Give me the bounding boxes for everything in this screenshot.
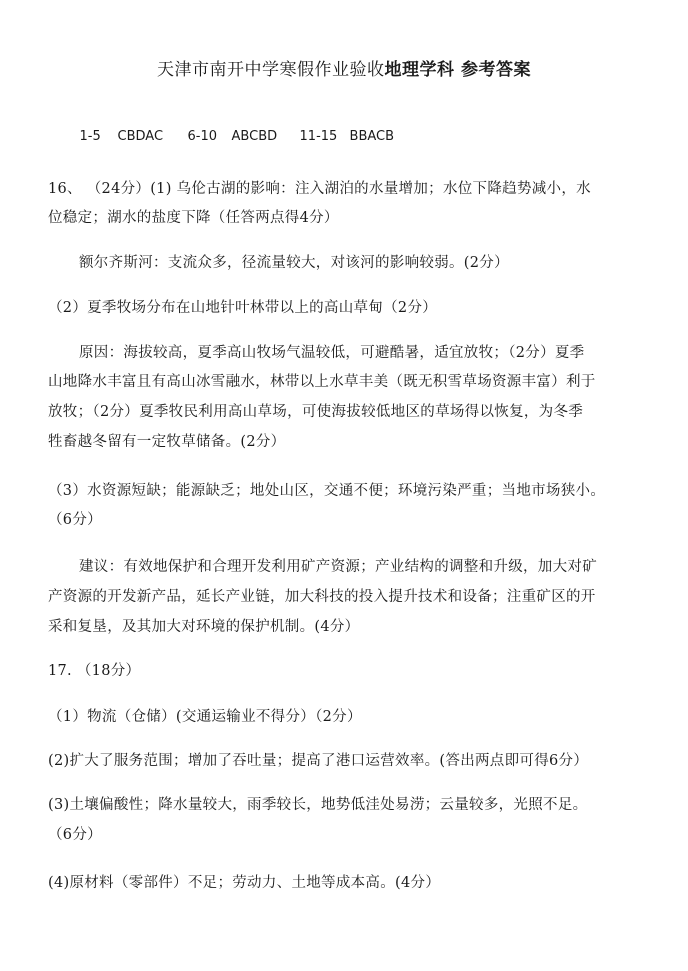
mc-answers: BBACB [349, 129, 395, 144]
q17-part4: (4)原材料（零部件）不足；劳动力、土地等成本高。(4分） [48, 875, 441, 891]
mc-range: 11-15 [299, 129, 338, 144]
q17-part1: （1）物流（仓储）(交通运输业不得分）（2分） [48, 709, 362, 725]
q16-part1-line2: 位稳定；湖水的盐度下降（任答两点得4分） [48, 210, 339, 226]
mc-answers: CBDAC [117, 129, 164, 144]
q16-part2-line5: 牲畜越冬留有一定牧草储备。(2分） [48, 434, 286, 450]
q16-part3-line4: 产资源的开发新产品，延长产业链，加大科技的投入提升技术和设备；注重矿区的开 [48, 589, 596, 605]
q16-part3-line5: 采和复垦，及其加大对环境的保护机制。(4分） [48, 619, 360, 635]
q16-part2-line4: 放牧；（2分）夏季牧民利用高山草场，可使海拔较低地区的草场得以恢复，为冬季 [48, 404, 584, 420]
page-title [0, 56, 688, 84]
q16-part3-line3: 建议：有效地保护和合理开发利用矿产资源；产业结构的调整和升级，加大对矿 [79, 559, 597, 575]
title-school: 天津市南开中学寒假作业验收 [157, 60, 385, 80]
mc-range: 6-10 [187, 129, 218, 144]
q17-part3-line1: (3)土壤偏酸性；降水量较大，雨季较长，地势低洼处易涝；云量较多，光照不足。 [48, 797, 588, 813]
multiple-choice-answers [63, 104, 394, 170]
title-subject: 地理学科 参考答案 [384, 60, 531, 80]
q17-part2: (2)扩大了服务范围；增加了吞吐量；提高了港口运营效率。(答出两点即可得6分） [48, 753, 589, 769]
q17-part3-line2: （6分） [48, 827, 102, 843]
q17-heading: 17. （18分） [48, 663, 141, 679]
mc-answers: ABCBD [231, 129, 278, 144]
q16-part3-line1: （3）水资源短缺；能源缺乏；地处山区，交通不便；环境污染严重；当地市场狭小。 [48, 483, 606, 499]
mc-range: 1-5 [79, 129, 101, 144]
q16-part2-line2: 原因：海拔较高，夏季高山牧场气温较低，可避酷暑，适宜放牧；（2分）夏季 [79, 345, 585, 361]
q16-part1-line1: 16、 （24分）(1) 乌伦古湖的影响：注入湖泊的水量增加；水位下降趋势减小，水 [48, 181, 591, 197]
q16-part2-line3: 山地降水丰富且有高山冰雪融水，林带以上水草丰美（既无积雪草场资源丰富）利于 [48, 374, 596, 390]
q16-part1-line3: 额尔齐斯河：支流众多，径流量较大，对该河的影响较弱。(2分） [79, 255, 509, 271]
q16-part2-line1: （2）夏季牧场分布在山地针叶林带以上的高山草甸（2分） [48, 300, 438, 316]
q16-part3-line2: （6分） [48, 512, 102, 528]
